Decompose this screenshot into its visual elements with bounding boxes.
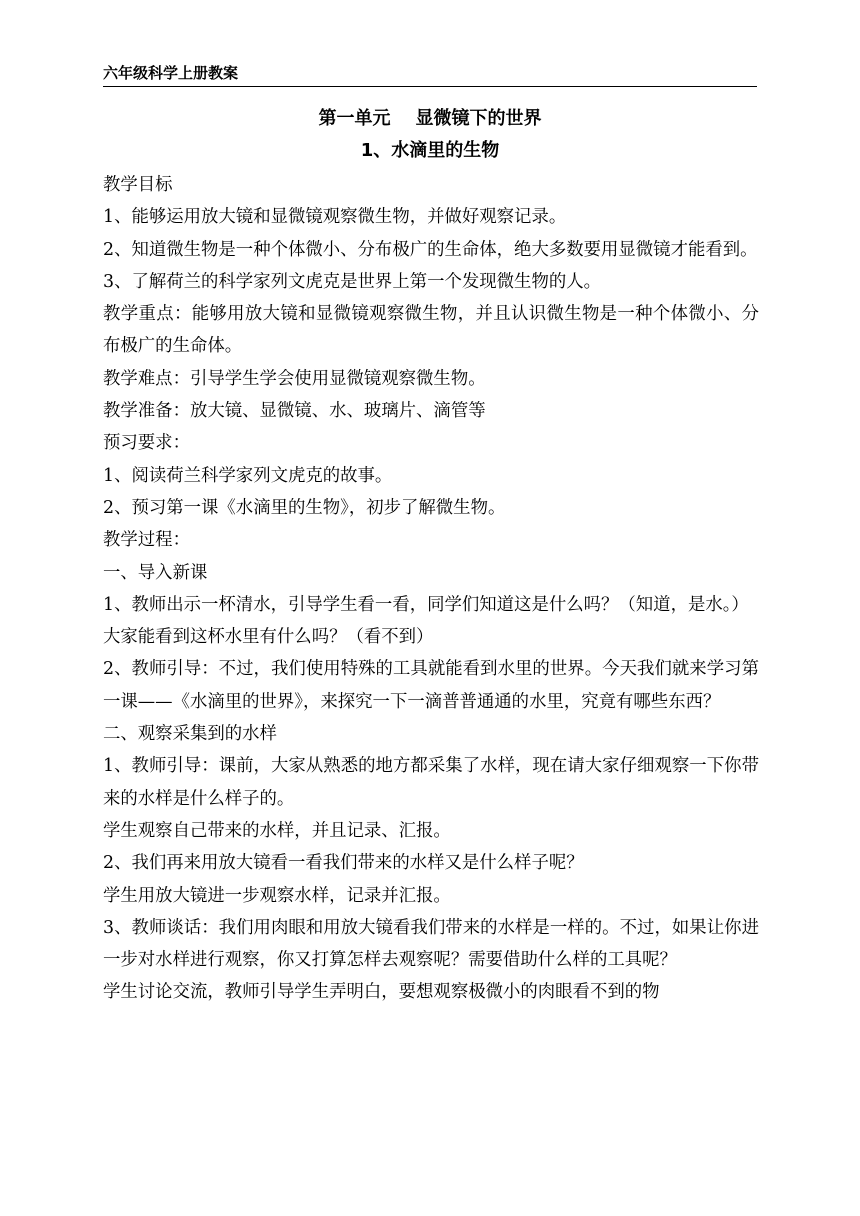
paragraph: 1、教师出示一杯清水，引导学生看一看，同学们知道这是什么吗？（知道，是水。） bbox=[103, 594, 749, 615]
paragraph: 3、教师谈话：我们用肉眼和用放大镜看我们带来的水样是一样的。不过，如果让你进一步对水样进行观察，你又打算怎样去观察呢？需要借助什么样的工具呢？ bbox=[103, 917, 759, 971]
paragraph: 2、我们再来用放大镜看一看我们带来的水样又是什么样子呢？ bbox=[103, 853, 584, 874]
paragraph: 学生用放大镜进一步观察水样，记录并汇报。 bbox=[103, 885, 451, 906]
paragraph: 1、能够运用放大镜和显微镜观察微生物，并做好观察记录。 bbox=[103, 207, 567, 228]
paragraph: 1、阅读荷兰科学家列文虎克的故事。 bbox=[103, 465, 393, 486]
paragraph: 一、导入新课 bbox=[103, 562, 208, 583]
paragraph: 教学目标 bbox=[103, 175, 173, 195]
paragraph: 教学重点：能够用放大镜和显微镜观察微生物，并且认识微生物是一种个体微小、分布极广的生命体。 bbox=[103, 304, 759, 357]
header-divider bbox=[103, 86, 757, 87]
paragraph: 2、知道微生物是一种个体微小、分布极广的生命体，绝大多数要用显微镜才能看到。 bbox=[103, 239, 758, 260]
paragraph: 学生观察自己带来的水样，并且记录、汇报。 bbox=[103, 820, 451, 841]
paragraph: 二、观察采集到的水样 bbox=[103, 724, 277, 745]
paragraph: 教学难点：引导学生学会使用显微镜观察微生物。 bbox=[103, 368, 486, 389]
paragraph: 2、教师引导：不过，我们使用特殊的工具就能看到水里的世界。今天我们就来学习第一课——《水滴里的世界》，来探究一下一滴普普通通的水里，究竟有哪些东西？ bbox=[103, 659, 759, 712]
paragraph: 大家能看到这杯水里有什么吗？（看不到） bbox=[103, 627, 434, 648]
page-header: 六年级科学上册教案 bbox=[103, 64, 239, 82]
paragraph: 学生讨论交流，教师引导学生弄明白，要想观察极微小的肉眼看不到的物 bbox=[103, 982, 660, 1003]
document-body bbox=[103, 169, 759, 1009]
paragraph: 1、教师引导：课前，大家从熟悉的地方都采集了水样，现在请大家仔细观察一下你带来的水样是什么样子的。 bbox=[103, 756, 759, 809]
paragraph: 教学准备：放大镜、显微镜、水、玻璃片、滴管等 bbox=[103, 401, 486, 422]
unit-title: 第一单元 显微镜下的世界 bbox=[318, 108, 542, 129]
paragraph: 预习要求： bbox=[103, 433, 190, 454]
lesson-title: 1、水滴里的生物 bbox=[360, 140, 500, 161]
paragraph: 教学过程： bbox=[103, 530, 190, 551]
paragraph: 3、了解荷兰的科学家列文虎克是世界上第一个发现微生物的人。 bbox=[103, 271, 602, 292]
paragraph: 2、预习第一课《水滴里的生物》，初步了解微生物。 bbox=[103, 497, 506, 518]
